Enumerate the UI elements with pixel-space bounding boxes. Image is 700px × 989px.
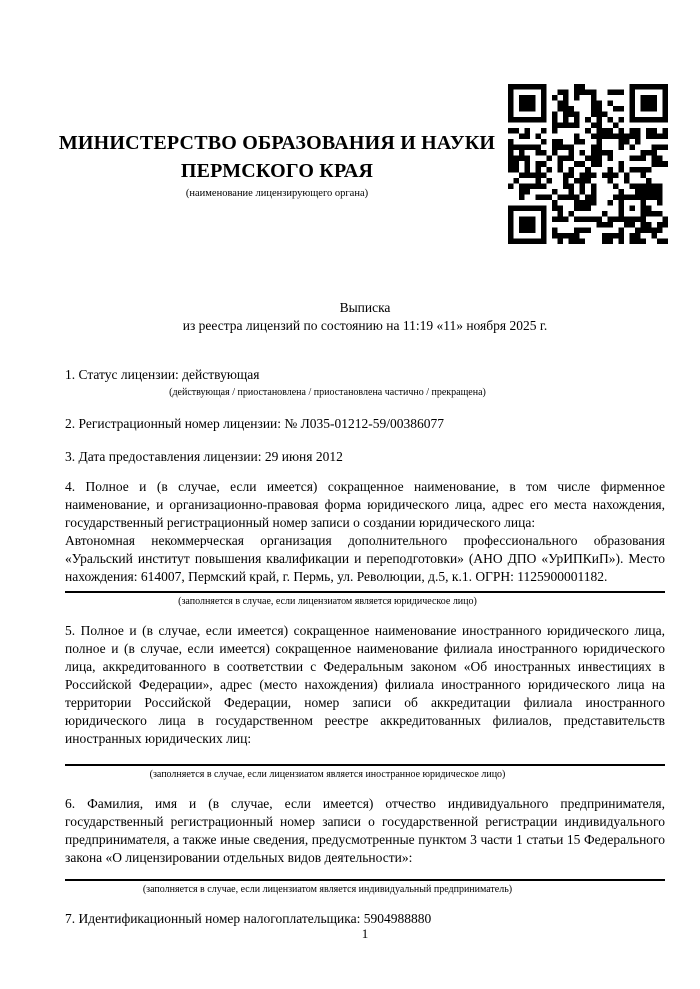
grant-date-text: 3. Дата предоставления лицензии: 29 июня 2012 xyxy=(65,449,343,464)
registration-number-text: 2. Регистрационный номер лицензии: № Л035-01212-59/00386077 xyxy=(65,416,445,431)
item-individual-entrepreneur xyxy=(65,795,665,896)
fill-line xyxy=(65,764,665,766)
legal-entity-caption: (заполняется в случае, если лицензиатом является юридическое лицо) xyxy=(178,596,477,607)
license-status-note: (действующая / приостановлена / приостановлена частично / прекращена) xyxy=(169,387,486,398)
legal-entity-label: 4. Полное и (в случае, если имеется) сокращенное наименование, в том числе фирменное наименование, и организационно-правовая форма юридического лица, адрес его места нахождения, государственный регистрационный номер записи о создании юридического лица: xyxy=(65,479,665,530)
fill-line xyxy=(65,591,665,593)
item-grant-date xyxy=(65,448,665,466)
item-license-status xyxy=(65,366,665,400)
document-title-line2: из реестра лицензий по состоянию на 11:19 «11» ноября 2025 г. xyxy=(182,318,548,333)
ministry-name-line1: МИНИСТЕРСТВО ОБРАЗОВАНИЯ И НАУКИ xyxy=(58,132,496,154)
foreign-entity-label: 5. Полное и (в случае, если имеется) сокращенное наименование иностранного юридического лица, полное и (в случае, если имеется) сокращенное наименование филиала иностранного юридического лица, аккредитованного в соответствии с Федеральным законом «Об иностранных инвестициях в Российской Федерации», адрес (место нахождения) филиала иностранного юридического лица на территории Российской Федерации, номер записи об аккредитации филиала иностранного юридического лица в государственном реестре аккредитованных филиалов, представительств иностранных юридических лиц: xyxy=(65,623,665,746)
taxpayer-number-text: 7. Идентификационный номер налогоплательщика: 5904988880 xyxy=(65,911,432,926)
document-title xyxy=(65,299,665,335)
license-status-text: 1. Статус лицензии: действующая xyxy=(65,367,260,382)
ministry-name xyxy=(57,129,497,185)
item-foreign-entity xyxy=(65,622,665,781)
ministry-caption: (наименование лицензирующего органа) xyxy=(185,188,369,199)
item-registration-number xyxy=(65,415,665,433)
issuing-authority-header xyxy=(57,129,497,201)
qr-code xyxy=(508,84,668,244)
individual-entrepreneur-caption: (заполняется в случае, если лицензиатом является индивидуальный предприниматель) xyxy=(142,884,513,895)
document-title-line1: Выписка xyxy=(339,300,391,315)
foreign-entity-caption: (заполняется в случае, если лицензиатом является иностранное юридическое лицо) xyxy=(149,769,506,780)
legal-entity-value: Автономная некоммерческая организация дополнительного профессионального образования «Уральский институт повышения квалификации и переподготовки» (АНО ДПО «УрИПКиП»). Место нахождения: 614007, Пермский край, г. Пермь, ул. Революции, д.5, к.1. ОГРН: 1125900001182. xyxy=(65,533,665,584)
ministry-name-line2: ПЕРМСКОГО КРАЯ xyxy=(180,160,374,182)
item-legal-entity xyxy=(65,478,665,608)
individual-entrepreneur-label: 6. Фамилия, имя и (в случае, если имеется) отчество индивидуального предпринимателя, государственный регистрационный номер записи о государственной регистрации индивидуального предпринимателя, а также иные сведения, предусмотренные пунктом 3 части 1 статьи 15 Федерального закона «О лицензировании отдельных видов деятельности»: xyxy=(65,796,665,865)
fill-line xyxy=(65,879,665,881)
page-number: 1 xyxy=(361,926,369,941)
document-body xyxy=(65,360,665,928)
